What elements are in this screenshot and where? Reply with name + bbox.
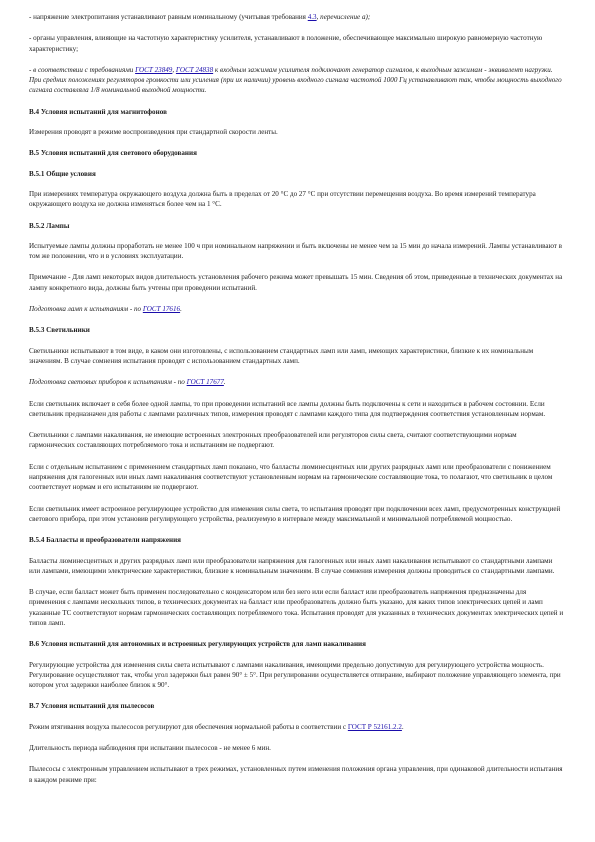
paragraph-b52-note: Примечание - Для ламп некоторых видов длительность установления рабочего режима может превышать 15 мин. Сведения об этом, приведенные в технических документах на лампу конкретного вида, должны быть учтены при проведении испытаний.: [29, 273, 563, 292]
paragraph-lights-ref: [29, 377, 564, 387]
text: , перечисление а);: [316, 13, 371, 21]
paragraph-b53-2: Если светильник включает в себя более одной лампы, то при проведении испытаний все лампы должны быть подключены к сети и находиться в рабочем состоянии. Если светильник предназначен для работы с лампами различных типов, измерения проводят с лампами каждого типа для подтверждения соответствия установленным нормам.: [29, 399, 546, 418]
paragraph-b54: Балласты люминесцентных и других разрядных ламп или преобразователи напряжения для галогенных или иных ламп накаливания испытывают со стандартными лампами или лампами, имеющими электрические характеристики, близкие к номинальным значениям. В случае сомнения измерения должны проводиться со стандартными лампами.: [29, 556, 555, 575]
paragraph-b53: Светильники испытывают в том виде, в каком они изготовлены, с использованием стандартных ламп или ламп, имеющих характеристики, близкие к их номинальным значениям. В случае сомнения испытания проводят с использованием стандартных ламп.: [29, 346, 534, 365]
paragraph-supply-voltage: [29, 12, 564, 22]
heading-b54: В.5.4 Балласты и преобразователи напряжения: [29, 536, 181, 545]
heading-b51: В.5.1 Общие условия: [29, 169, 96, 178]
paragraph-b51: При измерениях температура окружающего воздуха должна быть в пределах от 20 °С до 27 °С при отсутствии перемещения воздуха. Во время измерений температура окружающего воздуха не должна изменяться более чем на 1 °С.: [29, 189, 536, 209]
paragraph-b53-3: Светильники с лампами накаливания, не имеющие встроенных электронных преобразователей или регуляторов силы света, считают соответствующими нормам гармонических составляющих потребляемого тока и испытаниям не подвергают.: [29, 431, 517, 450]
text: Подготовка световых приборов к испытаниям - по: [29, 378, 187, 387]
heading-b4: В.4 Условия испытаний для магнитофонов: [29, 107, 167, 116]
gost-17677-link[interactable]: ГОСТ 17677: [186, 378, 224, 387]
gost-r-52161-link[interactable]: ГОСТ Р 52161.2.2: [347, 722, 402, 731]
gost-24838-link[interactable]: ГОСТ 24838: [175, 65, 214, 74]
text: - напряжение электропитания устанавливают равным номинальному (учитывая требования: [29, 13, 308, 21]
text: .: [180, 305, 182, 314]
text: Подготовка ламп к испытаниям - по: [29, 305, 143, 314]
paragraph-generator: [29, 65, 564, 96]
paragraph-lamps-ref: [29, 304, 564, 314]
heading-b53: В.5.3 Светильники: [29, 326, 90, 335]
heading-b6: В.6 Условия испытаний для автономных и встроенных регулирующих устройств для ламп накаливания: [29, 640, 366, 649]
text: Режим втягивания воздуха пылесосов регулируют для обеспечения нормальной работы в соответствии с: [29, 722, 348, 731]
paragraph-b53-4: Если с отдельным испытанием с применением стандартных ламп показано, что балласты люминесцентных или других разрядных ламп или преобразователи с понижением напряжения для галогенных или иных ламп накаливания соответствуют установленным нормам на гармонические составляющие тока, то полагают, что светильник в целом соответствует нормам и его испытаниям не подвергают.: [29, 462, 553, 492]
gost-23849-link[interactable]: ГОСТ 23849: [135, 65, 173, 74]
document-page: [29, 12, 564, 796]
text: .: [401, 722, 404, 731]
text: к входным зажимам усилителя подключают генератор сигналов, к выходным зажимам - эквивалент нагрузки. При средних положениях регуляторов громкости или усиления (при их наличии) уровень входного сигнала частотой 1000 Гц устанавливают так, чтобы мощность выходного сигнала составляла 1/8 номинальной выходной мощности.: [29, 65, 562, 95]
heading-b52: В.5.2 Лампы: [29, 221, 70, 230]
heading-b7: В.7 Условия испытаний для пылесосов: [29, 702, 155, 711]
paragraph-b6: Регулирующие устройства для изменения силы света испытывают с лампами накаливания, имеющими предельно допустимую для регулирующего устройства мощность. Регулирование осуществляют так, чтобы угол задержки был равен 90° ± 5°. При регулировании осуществляется отпирание, выбирают положение управляющего элемента, при котором угол задержки наиболее близок к 90°.: [29, 660, 561, 690]
paragraph-b53-5: Если светильник имеет встроенное регулирующее устройство для изменения силы света, то испытания проводят при подключении всех ламп, предусмотренных конструкцией светового прибора, при этом установив регулирующего устройства, реализуемую в интервале между максимальной и минимальной потребляемой мощностью.: [29, 504, 561, 523]
gost-17616-link[interactable]: ГОСТ 17616: [142, 305, 181, 314]
paragraph-b52: Испытуемые лампы должны проработать не менее 100 ч при номинальном напряжении и быть включены не менее чем за 15 мин до начала измерений. Лампы устанавливают в том же положении, что и в условиях эксплуатации.: [29, 241, 562, 261]
text: ,: [172, 65, 176, 74]
paragraph-b54-2: В случае, если балласт может быть применен последовательно с конденсатором или без него или если балласт или преобразователь напряжения предназначены для применения с лампами нескольких типов, в технических документах на балласт или преобразователь должно быть указано, для каких типов электрических цепей и ламп указанные ТС соответствуют нормам гармонических составляющих потребляемого тока. Испытания проводят для указанных в технических документах электрических цепей и типов ламп.: [29, 588, 564, 627]
paragraph-b7-2: Длительность периода наблюдения при испытании пылесосов - не менее 6 мин.: [29, 744, 271, 753]
heading-b5: В.5 Условия испытаний для светового оборудования: [29, 149, 197, 158]
paragraph-b7: [29, 722, 564, 732]
paragraph-b7-3: Пылесосы с электронным управлением испытывают в трех режимах, установленных путем изменения положения органа управления, при одинаковой длительности испытания в каждом режиме при:: [29, 765, 563, 784]
paragraph-controls: - органы управления, влияющие на частотную характеристику усилителя, устанавливают в положение, обеспечивающее максимально широкую равномерную частотную характеристику;: [29, 34, 543, 53]
clause-link-4-3[interactable]: 4.3: [307, 13, 317, 21]
paragraph-b4: Измерения проводят в режиме воспроизведения при стандартной скорости ленты.: [29, 128, 278, 137]
text: .: [223, 378, 226, 387]
text: - в соответствии с требованиями: [29, 65, 136, 74]
